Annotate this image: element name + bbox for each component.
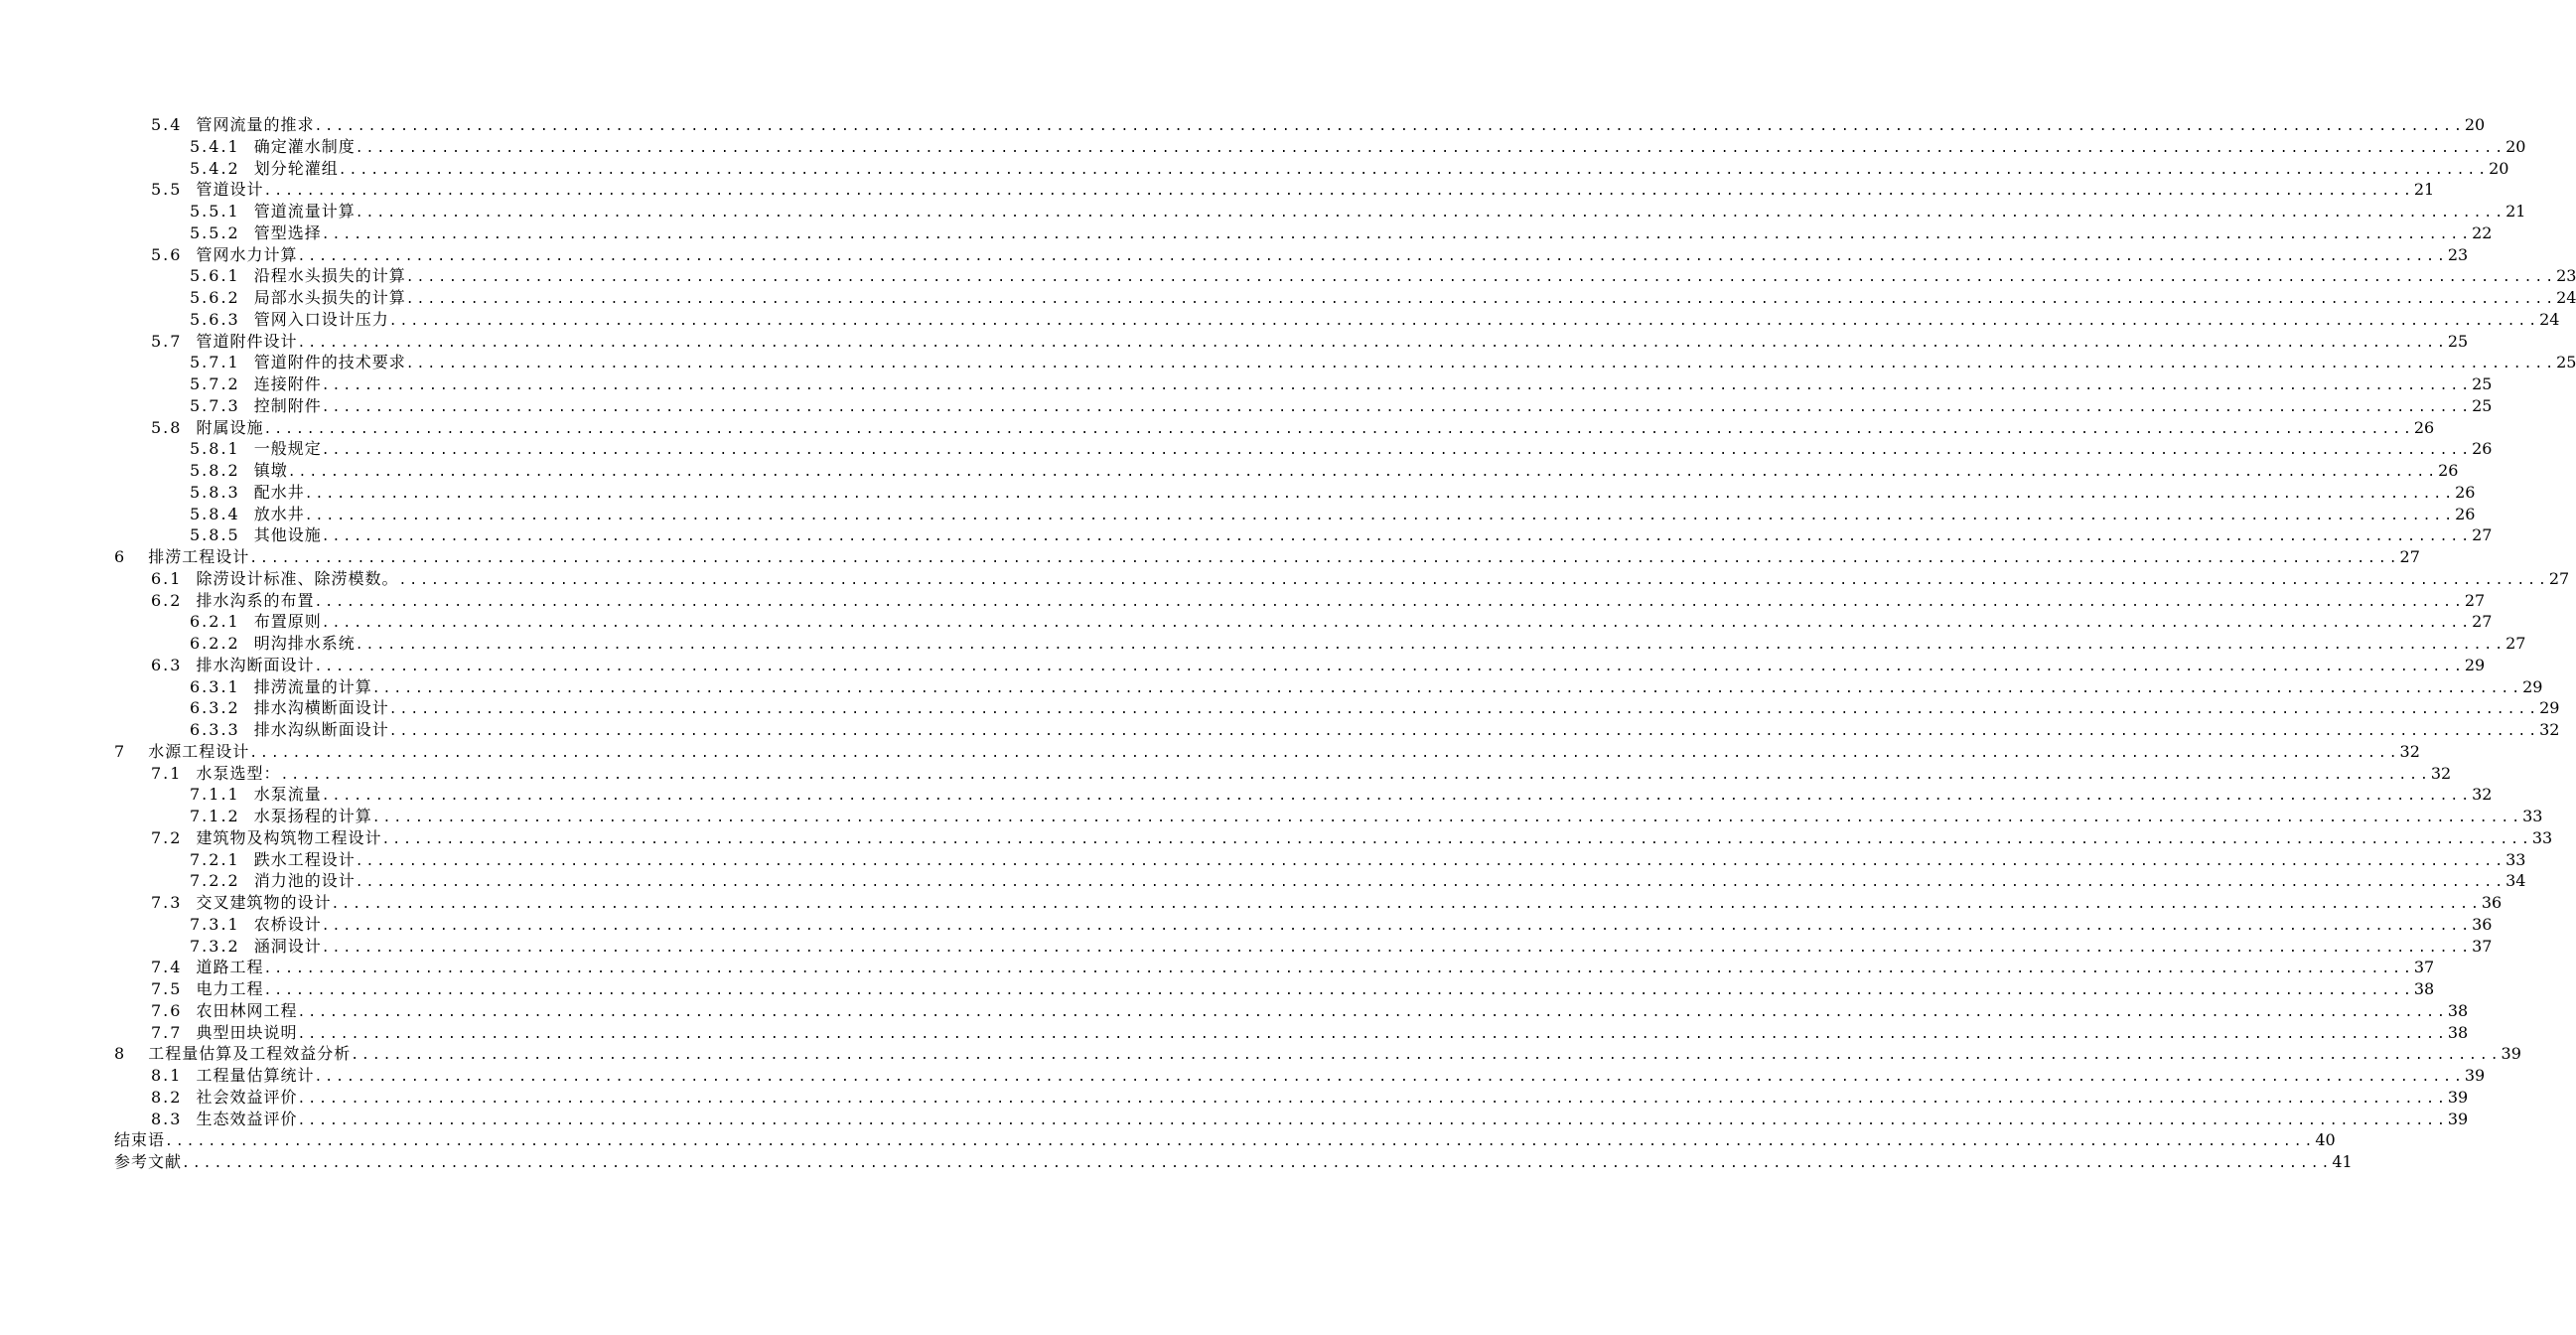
toc-entry-title: 排水沟系的布置: [196, 590, 315, 610]
dot-leader: ........................................................................................................................................................................................................: [321, 940, 2473, 956]
dot-leader: ........................................................................................................................................................................................................: [321, 616, 2473, 632]
toc-entry[interactable]: [0, 201, 2526, 222]
toc-entry-title: 交叉建筑物的设计: [196, 893, 332, 912]
toc-entry-title: 水源工程设计: [148, 741, 250, 761]
toc-entry-number: 6.3.2: [190, 698, 240, 718]
toc-entry-page-number: 25: [2447, 331, 2469, 351]
toc-entry-content: [151, 1022, 2469, 1046]
toc-entry[interactable]: [0, 417, 2435, 439]
toc-entry-number: 5.4: [151, 115, 183, 134]
toc-entry-content: [151, 1109, 2469, 1132]
toc-entry-page-number: 32: [2539, 720, 2560, 739]
toc-entry[interactable]: [0, 482, 2476, 504]
toc-entry-content: [151, 590, 2486, 614]
toc-entry-title: 控制附件: [253, 395, 322, 415]
toc-entry[interactable]: [0, 1043, 2521, 1065]
toc-entry-content: [190, 395, 2493, 419]
dot-leader: ........................................................................................................................................................................................................: [249, 745, 2400, 761]
toc-entry-number: 5.8.3: [190, 482, 240, 502]
toc-entry-content: [190, 309, 2560, 333]
toc-entry-page-number: 29: [2464, 655, 2486, 674]
toc-entry[interactable]: [0, 1129, 2336, 1151]
toc-entry[interactable]: [0, 460, 2459, 482]
dot-leader: ........................................................................................................................................................................................................: [405, 292, 2557, 307]
toc-entry-page-number: 23: [2447, 244, 2469, 264]
toc-entry-page-number: 25: [2472, 395, 2493, 415]
toc-entry-title: 参考文献: [114, 1152, 183, 1171]
dot-leader: ........................................................................................................................................................................................................: [249, 551, 2400, 566]
toc-entry-title: 管网流量的推求: [196, 115, 315, 134]
toc-entry[interactable]: [0, 784, 2493, 806]
dot-leader: ........................................................................................................................................................................................................: [321, 789, 2473, 805]
toc-entry-page-number: 29: [2522, 676, 2543, 696]
toc-entry-number: 6.2.1: [190, 612, 240, 632]
toc-entry-page-number: 27: [2399, 547, 2420, 566]
toc-entry-page-number: 36: [2472, 914, 2493, 934]
toc-entry-number: 5.7.1: [190, 353, 240, 372]
toc-entry-title: 涵洞设计: [253, 936, 322, 956]
dot-leader: ........................................................................................................................................................................................................: [297, 335, 2448, 351]
toc-entry-content: [114, 1129, 2336, 1153]
toc-entry-title: 建筑物及构筑物工程设计: [196, 827, 382, 847]
toc-entry[interactable]: [0, 1022, 2469, 1044]
toc-entry[interactable]: [0, 697, 2560, 719]
toc-entry-content: [114, 1151, 2353, 1175]
toc-entry[interactable]: [0, 331, 2469, 353]
toc-entry-page-number: 27: [2472, 612, 2493, 632]
toc-entry[interactable]: [0, 395, 2493, 417]
toc-entry-page-number: 29: [2539, 698, 2560, 718]
toc-entry-content: [151, 892, 2503, 916]
toc-entry-content: [151, 1000, 2469, 1024]
toc-entry-content: [190, 849, 2526, 873]
toc-entry-content: [190, 460, 2459, 484]
toc-entry-page-number: 24: [2556, 288, 2576, 307]
toc-entry-number: 7: [114, 741, 127, 761]
toc-entry-title: 工程量估算及工程效益分析: [148, 1044, 352, 1064]
dot-leader: ........................................................................................................................................................................................................: [304, 508, 2456, 523]
toc-entry-title: 社会效益评价: [196, 1087, 298, 1107]
toc-entry[interactable]: [0, 287, 2576, 309]
toc-entry-title: 连接附件: [253, 374, 322, 393]
toc-entry-page-number: 34: [2505, 871, 2526, 891]
toc-entry-title: 管型选择: [253, 222, 322, 242]
toc-entry-title: 沿程水头损失的计算: [253, 266, 406, 286]
dot-leader: ........................................................................................................................................................................................................: [388, 724, 2540, 739]
toc-entry-page-number: 25: [2556, 353, 2576, 372]
toc-entry-page-number: 39: [2447, 1109, 2469, 1128]
toc-entry-content: [151, 1087, 2469, 1111]
toc-entry[interactable]: [0, 1151, 2353, 1173]
toc-entry-content: [190, 352, 2576, 375]
toc-entry-title: 除涝设计标准、除涝模数。: [196, 568, 399, 588]
toc-entry[interactable]: [0, 849, 2526, 871]
toc-entry[interactable]: [0, 611, 2493, 633]
toc-entry-content: [190, 504, 2476, 527]
toc-entry-content: [151, 1065, 2486, 1089]
toc-entry-number: 7.2.1: [190, 849, 240, 869]
toc-entry-content: [190, 373, 2493, 397]
toc-entry-content: [190, 222, 2493, 246]
toc-entry[interactable]: [0, 504, 2476, 525]
toc-entry[interactable]: [0, 373, 2493, 395]
toc-entry-number: 5.5: [151, 180, 183, 200]
toc-entry-content: [190, 870, 2526, 894]
dot-leader: ........................................................................................................................................................................................................: [182, 1156, 2333, 1171]
dot-leader: ........................................................................................................................................................................................................: [355, 853, 2506, 869]
toc-entry-page-number: 38: [2413, 979, 2435, 998]
toc-entry[interactable]: [0, 136, 2526, 158]
toc-entry-content: [151, 827, 2553, 851]
toc-entry-title: 镇墩: [253, 461, 288, 480]
toc-entry-page-number: 21: [2413, 180, 2435, 200]
toc-entry-number: 7.7: [151, 1022, 183, 1042]
dot-leader: ........................................................................................................................................................................................................: [398, 572, 2549, 588]
toc-entry[interactable]: [0, 352, 2576, 373]
toc-entry[interactable]: [0, 222, 2493, 244]
toc-entry-content: [190, 697, 2560, 721]
toc-entry-title: 布置原则: [253, 612, 322, 632]
toc-entry-content: [151, 763, 2452, 787]
toc-entry-page-number: 38: [2447, 1000, 2469, 1020]
toc-entry[interactable]: [0, 978, 2435, 1000]
toc-entry-content: [190, 201, 2526, 224]
toc-entry-title: 管网水力计算: [196, 244, 298, 264]
toc-entry[interactable]: [0, 870, 2526, 892]
toc-entry-title: 一般规定: [253, 439, 322, 459]
dot-leader: ........................................................................................................................................................................................................: [263, 983, 2414, 998]
dot-leader: ........................................................................................................................................................................................................: [321, 443, 2473, 459]
toc-entry-number: 7.1.2: [190, 807, 240, 825]
dot-leader: ........................................................................................................................................................................................................: [351, 1048, 2502, 1064]
toc-entry-number: 7.6: [151, 1000, 183, 1020]
dot-leader: ........................................................................................................................................................................................................: [287, 465, 2439, 480]
toc-entry-page-number: 27: [2464, 590, 2486, 610]
toc-entry-title: 道路工程: [196, 958, 264, 977]
dot-leader: ........................................................................................................................................................................................................: [263, 962, 2414, 977]
toc-entry-title: 生态效益评价: [196, 1109, 298, 1128]
toc-entry-number: 5.7.3: [190, 395, 240, 415]
toc-entry-title: 电力工程: [196, 979, 264, 998]
toc-entry-title: 结束语: [114, 1130, 166, 1150]
toc-entry-content: [190, 806, 2543, 829]
dot-leader: ........................................................................................................................................................................................................: [314, 594, 2465, 610]
toc-entry-title: 其他设施: [253, 525, 322, 545]
toc-entry-number: 6.3: [151, 655, 183, 674]
dot-leader: ........................................................................................................................................................................................................: [314, 1070, 2465, 1085]
toc-entry-title: 农田林网工程: [196, 1000, 298, 1020]
toc-entry-content: [151, 179, 2435, 203]
dot-leader: ........................................................................................................................................................................................................: [304, 486, 2456, 502]
toc-entry-title: 工程量估算统计: [196, 1066, 315, 1085]
toc-entry-number: 7.2.2: [190, 871, 240, 891]
toc-entry-number: 5.4.2: [190, 158, 240, 178]
toc-entry-title: 局部水头损失的计算: [253, 288, 406, 307]
toc-entry-number: 7.5: [151, 979, 183, 998]
table-of-contents: [0, 114, 2576, 1173]
toc-entry-title: 管道设计: [196, 180, 264, 200]
dot-leader: ........................................................................................................................................................................................................: [297, 248, 2448, 264]
toc-entry-number: 8.3: [151, 1109, 183, 1128]
dot-leader: ........................................................................................................................................................................................................: [321, 226, 2473, 242]
toc-entry[interactable]: [0, 719, 2560, 741]
toc-entry-content: [151, 417, 2435, 441]
toc-entry-number: 5.8.5: [190, 525, 240, 545]
toc-entry[interactable]: [0, 957, 2435, 978]
dot-leader: ........................................................................................................................................................................................................: [405, 357, 2557, 372]
toc-entry-page-number: 25: [2472, 374, 2493, 393]
toc-entry-number: 7.3.1: [190, 914, 240, 934]
toc-entry-page-number: 38: [2447, 1022, 2469, 1042]
toc-entry-page-number: 20: [2505, 136, 2526, 156]
toc-entry-content: [151, 244, 2469, 268]
toc-entry-content: [190, 287, 2576, 311]
toc-entry-page-number: 32: [2399, 741, 2420, 761]
toc-entry[interactable]: [0, 114, 2486, 136]
toc-entry-content: [190, 438, 2493, 462]
toc-entry-page-number: 37: [2413, 958, 2435, 977]
toc-entry[interactable]: [0, 524, 2493, 546]
dot-leader: ........................................................................................................................................................................................................: [297, 1091, 2448, 1107]
toc-entry-number: 5.8.2: [190, 461, 240, 480]
toc-entry-title: 水泵流量: [253, 785, 322, 805]
toc-entry-number: 5.4.1: [190, 136, 240, 156]
toc-entry-title: 排水沟横断面设计: [253, 698, 389, 718]
toc-entry[interactable]: [0, 265, 2576, 287]
toc-entry-number: 8: [114, 1044, 127, 1064]
dot-leader: ........................................................................................................................................................................................................: [321, 378, 2473, 393]
toc-entry-number: 6.3.1: [190, 676, 240, 696]
toc-entry[interactable]: [0, 676, 2543, 698]
dot-leader: ........................................................................................................................................................................................................: [355, 206, 2506, 221]
dot-leader: ........................................................................................................................................................................................................: [263, 421, 2414, 437]
toc-entry-content: [190, 524, 2493, 548]
toc-entry-page-number: 23: [2556, 266, 2576, 286]
toc-entry-content: [151, 114, 2486, 138]
toc-entry-content: [190, 158, 2509, 182]
toc-entry-title: 管网入口设计压力: [253, 309, 389, 329]
toc-entry-title: 水泵选型：: [196, 763, 281, 783]
toc-entry-title: 确定灌水制度: [253, 136, 356, 156]
dot-leader: ........................................................................................................................................................................................................: [381, 831, 2532, 847]
toc-entry-page-number: 33: [2522, 807, 2543, 825]
toc-entry[interactable]: [0, 741, 2420, 763]
toc-entry-content: [190, 633, 2526, 657]
toc-entry-number: 6: [114, 547, 127, 566]
dot-leader: ........................................................................................................................................................................................................: [165, 1134, 2316, 1150]
dot-leader: ........................................................................................................................................................................................................: [314, 119, 2465, 134]
toc-entry-content: [190, 611, 2493, 635]
toc-entry-page-number: 26: [2455, 504, 2476, 523]
dot-leader: ........................................................................................................................................................................................................: [371, 680, 2523, 696]
dot-leader: ........................................................................................................................................................................................................: [263, 184, 2414, 200]
dot-leader: ........................................................................................................................................................................................................: [314, 659, 2465, 674]
toc-entry-number: 7.3.2: [190, 936, 240, 956]
toc-entry-page-number: 24: [2539, 309, 2560, 329]
toc-entry-page-number: 27: [2548, 568, 2570, 588]
toc-entry-content: [151, 655, 2486, 678]
dot-leader: ........................................................................................................................................................................................................: [331, 897, 2482, 912]
toc-entry-number: 5.8.1: [190, 439, 240, 459]
toc-entry-page-number: 39: [2447, 1087, 2469, 1107]
toc-entry-number: 5.7.2: [190, 374, 240, 393]
toc-entry-content: [190, 914, 2493, 938]
toc-entry-content: [190, 784, 2493, 808]
dot-leader: ........................................................................................................................................................................................................: [355, 140, 2506, 156]
toc-entry-content: [190, 719, 2560, 743]
toc-entry-title: 典型田块说明: [196, 1022, 298, 1042]
toc-entry-page-number: 36: [2481, 893, 2503, 912]
toc-entry-number: 8.1: [151, 1066, 183, 1085]
toc-entry[interactable]: [0, 914, 2493, 936]
toc-entry-content: [114, 741, 2420, 765]
toc-entry[interactable]: [0, 244, 2469, 266]
dot-leader: ........................................................................................................................................................................................................: [297, 1112, 2448, 1128]
toc-entry-number: 5.6: [151, 244, 183, 264]
dot-leader: ........................................................................................................................................................................................................: [371, 811, 2523, 825]
toc-entry-number: 6.1: [151, 568, 183, 588]
toc-entry-number: 7.1.1: [190, 785, 240, 805]
toc-entry-content: [151, 568, 2570, 592]
toc-entry[interactable]: [0, 655, 2486, 676]
toc-entry-content: [190, 936, 2493, 960]
toc-entry-content: [151, 957, 2435, 980]
toc-entry-number: 7.4: [151, 958, 183, 977]
dot-leader: ........................................................................................................................................................................................................: [405, 270, 2557, 286]
toc-entry-number: 5.6.1: [190, 266, 240, 286]
toc-entry[interactable]: [0, 892, 2503, 914]
toc-entry-title: 管道附件设计: [196, 331, 298, 351]
toc-entry-number: 7.1: [151, 763, 183, 783]
toc-entry-title: 划分轮灌组: [253, 158, 339, 178]
toc-entry[interactable]: [0, 806, 2543, 827]
toc-entry[interactable]: [0, 438, 2493, 460]
toc-entry-number: 6.3.3: [190, 720, 240, 739]
dot-leader: ........................................................................................................................................................................................................: [388, 313, 2540, 329]
toc-entry-title: 明沟排水系统: [253, 634, 356, 653]
toc-entry[interactable]: [0, 763, 2452, 785]
toc-entry-number: 6.2: [151, 590, 183, 610]
toc-entry[interactable]: [0, 1087, 2469, 1109]
toc-entry-title: 排涝流量的计算: [253, 676, 372, 696]
toc-entry[interactable]: [0, 158, 2509, 180]
toc-entry[interactable]: [0, 827, 2553, 849]
toc-entry-number: 5.7: [151, 331, 183, 351]
dot-leader: ........................................................................................................................................................................................................: [280, 767, 2431, 783]
toc-entry-page-number: 22: [2472, 222, 2493, 242]
toc-entry-page-number: 20: [2464, 115, 2486, 134]
toc-entry[interactable]: [0, 546, 2420, 568]
dot-leader: ........................................................................................................................................................................................................: [297, 1026, 2448, 1042]
toc-entry-title: 配水井: [253, 482, 305, 502]
toc-entry[interactable]: [0, 936, 2493, 958]
toc-entry-page-number: 20: [2489, 158, 2509, 178]
dot-leader: ........................................................................................................................................................................................................: [297, 1004, 2448, 1020]
toc-entry-title: 跌水工程设计: [253, 849, 356, 869]
toc-entry[interactable]: [0, 1065, 2486, 1087]
toc-entry-title: 排水沟断面设计: [196, 655, 315, 674]
toc-entry-number: 5.5.2: [190, 222, 240, 242]
toc-entry-title: 排涝工程设计: [148, 547, 250, 566]
toc-entry-number: 5.8: [151, 417, 183, 437]
toc-entry-number: 7.2: [151, 827, 183, 847]
toc-entry-content: [190, 136, 2526, 160]
toc-entry-content: [114, 1043, 2521, 1067]
toc-entry-title: 消力池的设计: [253, 871, 356, 891]
toc-entry-title: 附属设施: [196, 417, 264, 437]
toc-entry[interactable]: [0, 1000, 2469, 1022]
dot-leader: ........................................................................................................................................................................................................: [388, 702, 2540, 718]
toc-entry-page-number: 33: [2531, 827, 2553, 847]
toc-entry-page-number: 26: [2472, 439, 2493, 459]
dot-leader: ........................................................................................................................................................................................................: [338, 162, 2490, 178]
toc-entry-title: 排水沟纵断面设计: [253, 720, 389, 739]
toc-entry-number: 5.6.2: [190, 288, 240, 307]
toc-entry-number: 8.2: [151, 1087, 183, 1107]
toc-entry-content: [151, 978, 2435, 1002]
toc-entry-content: [151, 331, 2469, 355]
toc-entry-title: 农桥设计: [253, 914, 322, 934]
toc-entry-title: 放水井: [253, 504, 305, 523]
toc-entry-title: 管道附件的技术要求: [253, 353, 406, 372]
dot-leader: ........................................................................................................................................................................................................: [355, 638, 2506, 653]
toc-entry-content: [190, 482, 2476, 506]
toc-entry-page-number: 39: [2464, 1066, 2486, 1085]
toc-entry[interactable]: [0, 309, 2560, 331]
toc-entry-content: [190, 265, 2576, 289]
toc-entry-page-number: 32: [2472, 785, 2493, 805]
toc-entry-number: 5.5.1: [190, 202, 240, 221]
toc-entry-number: 5.8.4: [190, 504, 240, 523]
toc-entry-page-number: 33: [2505, 849, 2526, 869]
dot-leader: ........................................................................................................................................................................................................: [355, 875, 2506, 891]
toc-entry-page-number: 40: [2315, 1130, 2336, 1150]
toc-entry-number: 7.3: [151, 893, 183, 912]
dot-leader: ........................................................................................................................................................................................................: [321, 399, 2473, 415]
toc-entry[interactable]: [0, 1109, 2469, 1130]
toc-entry[interactable]: [0, 633, 2526, 655]
toc-entry-number: 6.2.2: [190, 634, 240, 653]
dot-leader: ........................................................................................................................................................................................................: [321, 918, 2473, 934]
toc-entry-title: 水泵扬程的计算: [253, 807, 372, 825]
toc-entry-page-number: 26: [2438, 461, 2459, 480]
toc-entry-page-number: 21: [2505, 202, 2526, 221]
toc-entry-content: [190, 676, 2543, 700]
toc-entry[interactable]: [0, 590, 2486, 612]
toc-entry-page-number: 37: [2472, 936, 2493, 956]
toc-entry-page-number: 27: [2472, 525, 2493, 545]
toc-entry-page-number: 41: [2332, 1152, 2353, 1171]
toc-entry-page-number: 32: [2430, 763, 2452, 783]
toc-entry-page-number: 39: [2501, 1044, 2521, 1064]
toc-entry-content: [114, 546, 2420, 570]
toc-entry-title: 管道流量计算: [253, 202, 356, 221]
toc-entry-page-number: 26: [2455, 482, 2476, 502]
toc-entry-number: 5.6.3: [190, 309, 240, 329]
toc-entry[interactable]: [0, 568, 2570, 590]
dot-leader: ........................................................................................................................................................................................................: [321, 529, 2473, 545]
toc-entry[interactable]: [0, 179, 2435, 201]
toc-entry-page-number: 27: [2505, 634, 2526, 653]
toc-entry-page-number: 26: [2413, 417, 2435, 437]
